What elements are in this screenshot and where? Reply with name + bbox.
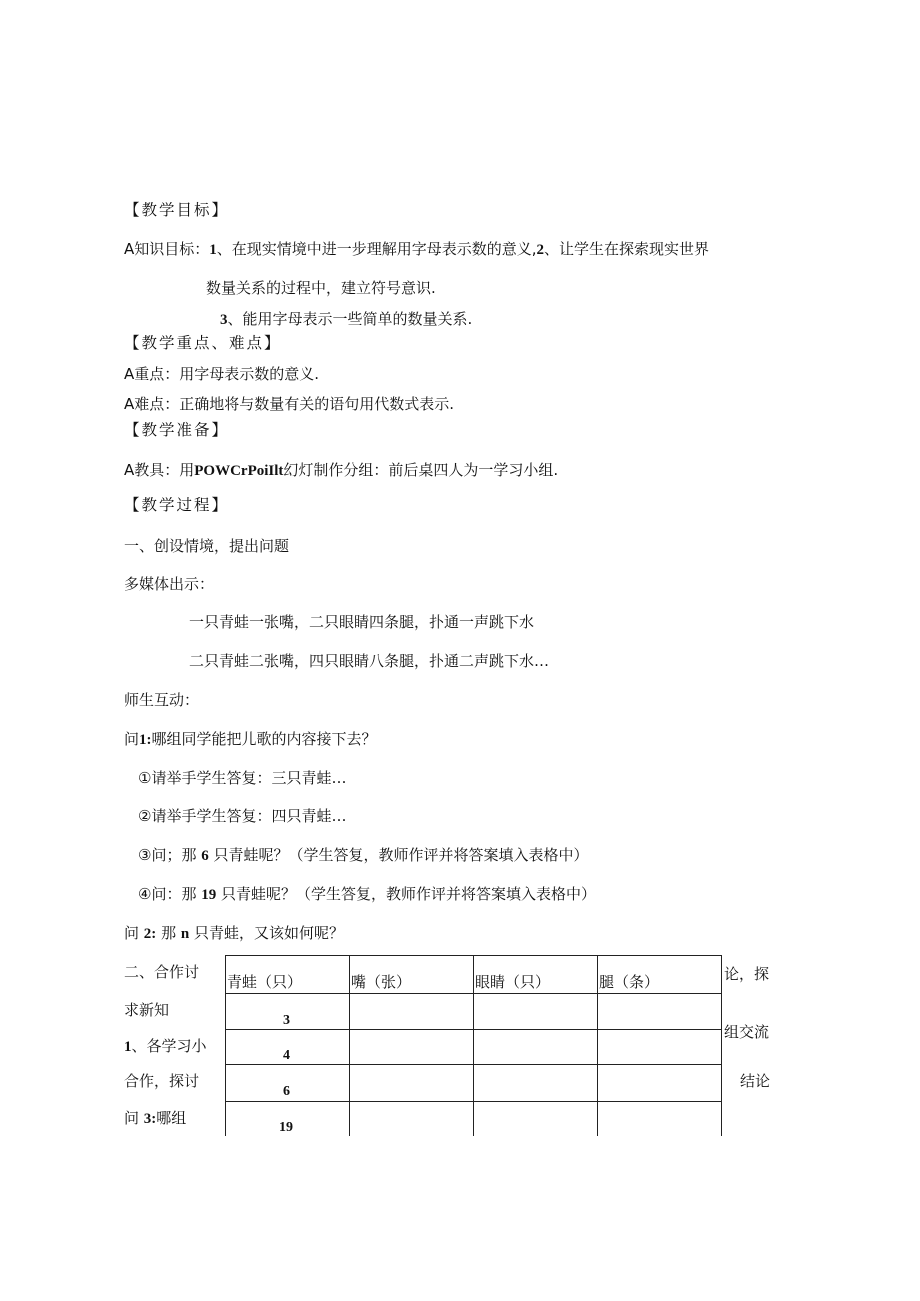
left-col-line-5-prefix: 问 [124,1109,140,1127]
answer-4-prefix: ④问：那 [138,885,197,903]
right-col-line-2: 组交流 [724,1023,770,1041]
left-col-line-3 [124,1036,207,1057]
preparation-suffix: 幻灯制作分组：前后桌四人为一学习小组. [283,461,559,479]
objectives-line-2: 数量关系的过程中，建立符号意识. [206,279,436,297]
answer-3-num: 6 [201,848,209,864]
preparation-prefix: A教具：用 [124,461,195,479]
objectives-num-2: 2 [536,242,545,258]
left-col-line-5-text: 哪组 [156,1109,187,1127]
question-2-var: n [180,926,190,942]
answer-4-suffix: 只青蛙呢？（学生答复，教师作评并将答案填入表格中） [221,885,597,903]
left-col-line-1: 二、合作讨 [124,963,200,981]
answer-3-prefix: ③问；那 [138,846,197,864]
right-col-line-3: 结论 [740,1072,771,1090]
table-header-frogs: 青蛙（只） [227,973,303,991]
answer-3-suffix: 只青蛙呢？（学生答复，教师作评并将答案填入表格中） [213,846,589,864]
heading-objectives: 【教学目标】 [124,201,230,219]
question-2-mid: 那 [161,924,177,942]
left-col-line-4: 合作，探讨 [124,1072,200,1090]
question-1-prefix: 问 [124,730,140,748]
objectives-text-1: 、在现实情境中进一步理解用字母表示数的意义, [216,240,537,258]
table-row-frogs-3: 3 [283,1013,290,1028]
left-col-line-5 [124,1108,186,1129]
difficulty-point: A难点：正确地将与数量有关的语句用代数式表示. [124,395,455,413]
table-header-eyes: 眼睛（只） [475,973,551,991]
left-col-line-3-text: 、各学习小 [131,1037,207,1055]
rhyme-line-2: 二只青蛙二张嘴，四只眼睛八条腿，扑通二声跳下水… [189,652,550,670]
answer-3 [138,845,589,866]
preparation-tool: POWCrPoiIlt [194,463,284,479]
table-col-line-1 [349,955,350,1136]
question-2-prefix: 问 [124,924,140,942]
question-1-num: 1: [139,732,152,748]
answer-4-num: 19 [201,887,217,903]
table-header-mouths: 嘴（张） [351,973,412,991]
question-1 [124,729,377,750]
table-col-line-0 [225,955,226,1136]
heading-process: 【教学过程】 [124,496,230,514]
objectives-num-3: 3 [220,312,228,328]
table-row-frogs-4: 4 [283,1048,290,1063]
table-header-legs: 腿（条） [599,973,660,991]
multimedia-label: 多媒体出示： [124,575,215,593]
objectives-line-1 [124,239,709,260]
table-row-frogs-6: 6 [283,1084,290,1099]
left-col-line-2: 求新知 [124,1001,170,1019]
left-col-line-5-num: 3: [143,1111,157,1127]
preparation-line [124,460,558,481]
table-row-frogs-19: 19 [279,1120,293,1135]
section-1-title: 一、创设情境，提出问题 [124,537,290,555]
question-2-suffix: 只青蛙，又该如何呢？ [194,924,345,942]
heading-preparation: 【教学准备】 [124,421,230,439]
right-col-line-1: 论，探 [724,965,770,983]
objectives-num-1: 1 [209,242,217,258]
table-col-line-3 [597,955,598,1136]
table-col-line-4 [721,955,722,1136]
question-1-text: 哪组同学能把儿歌的内容接下去？ [151,730,377,748]
heading-key-points: 【教学重点、难点】 [124,334,282,352]
left-col-line-3-num: 1 [124,1039,132,1055]
interaction-label: 师生互动： [124,691,200,709]
question-2 [124,923,344,944]
objectives-text-2: 、让学生在探索现实世界 [544,240,710,258]
table-col-line-2 [473,955,474,1136]
objectives-text-3: 、能用字母表示一些简单的数量关系. [227,310,473,328]
rhyme-line-1: 一只青蛙一张嘴，二只眼睛四条腿，扑通一声跳下水 [189,613,535,631]
answer-4 [138,884,596,905]
key-point: A重点：用字母表示数的意义. [124,365,320,383]
answer-1: ①请举手学生答复：三只青蛙… [138,769,347,787]
objectives-line-3 [220,309,472,330]
question-2-num: 2: [143,926,157,942]
answer-2: ②请举手学生答复：四只青蛙… [138,807,347,825]
objectives-prefix: A知识目标： [124,240,210,258]
